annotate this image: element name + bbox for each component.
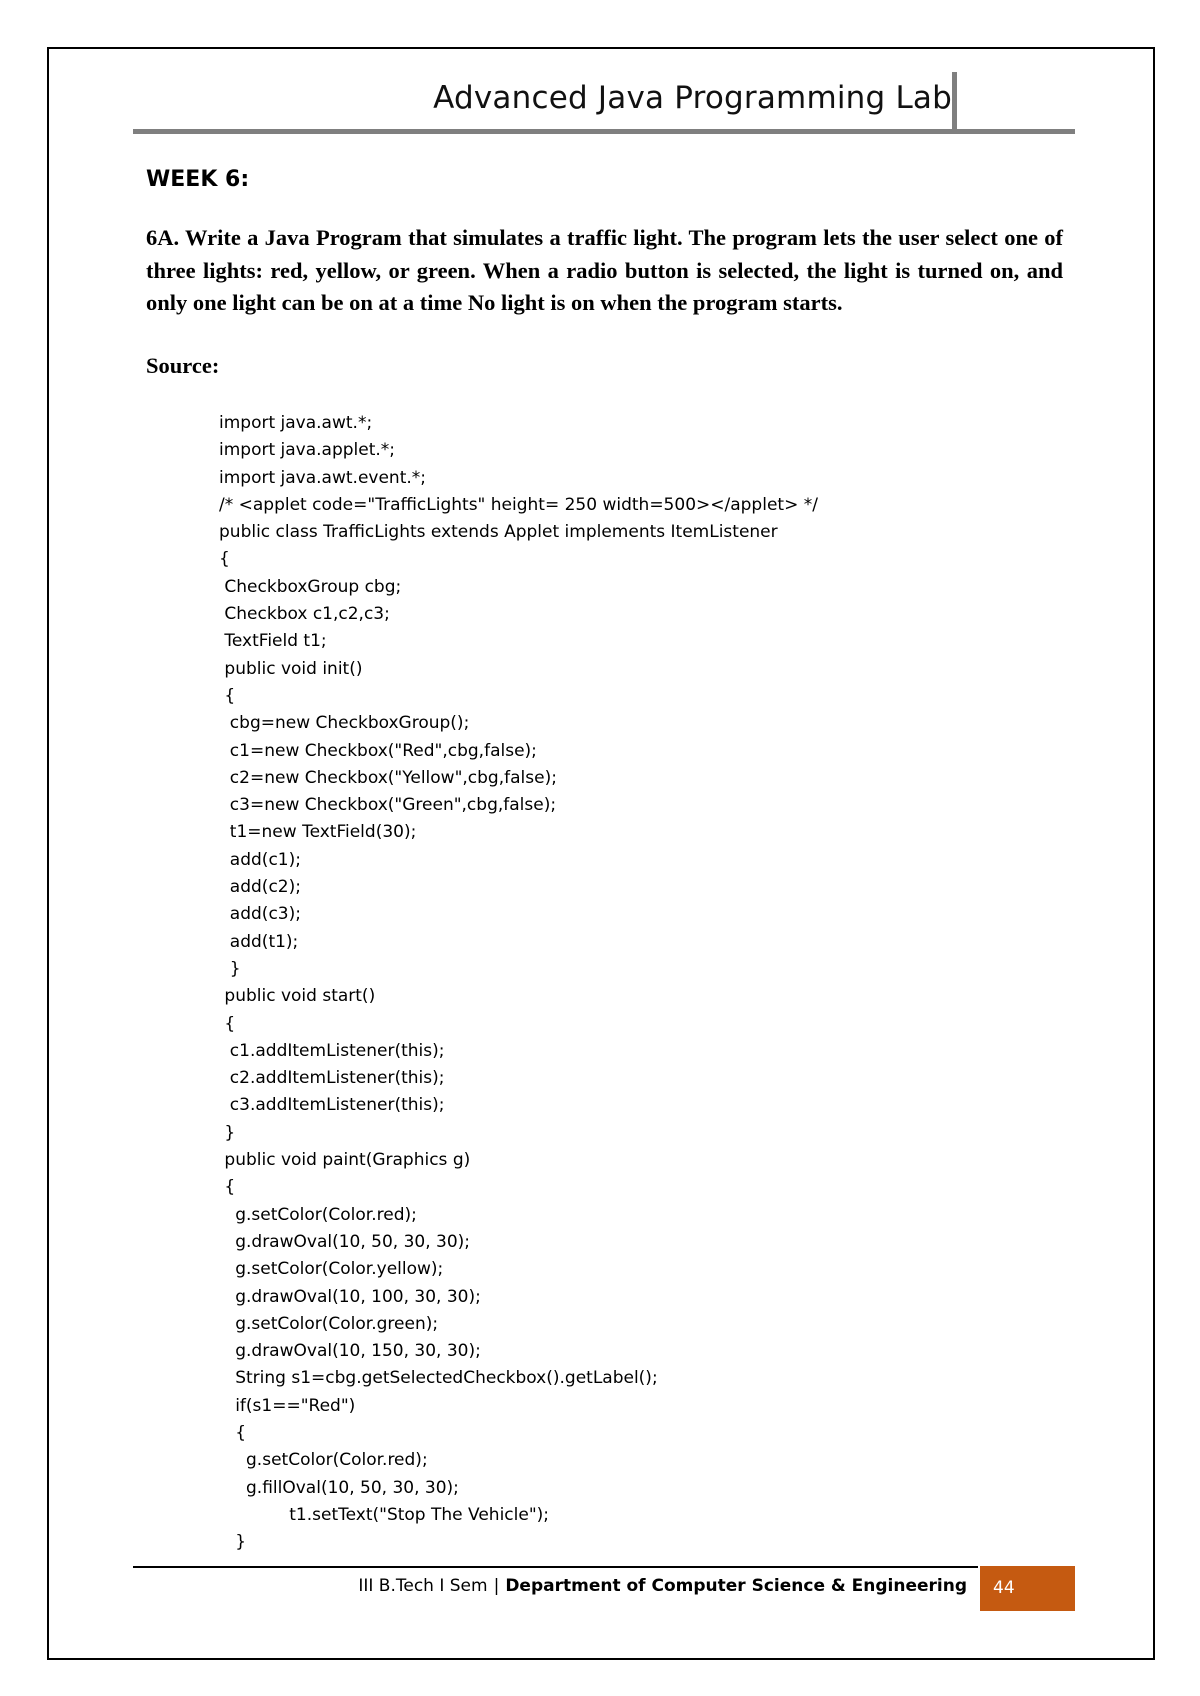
code-line: g.setColor(Color.red); (219, 1204, 417, 1225)
code-line: c1.addItemListener(this); (219, 1040, 445, 1061)
header-title: Advanced Java Programming Lab (433, 80, 952, 116)
footer-text (358, 1576, 967, 1596)
footer-separator: | (493, 1576, 500, 1596)
code-line: { (219, 1013, 236, 1034)
week-heading: WEEK 6: (146, 167, 250, 192)
code-line: { (219, 1177, 236, 1198)
code-line: cbg=new CheckboxGroup(); (219, 713, 470, 734)
header-rule (133, 129, 1075, 134)
footer-course: III B.Tech I Sem (358, 1576, 488, 1596)
code-line: g.setColor(Color.yellow); (219, 1259, 444, 1280)
code-line: CheckboxGroup cbg; (219, 576, 402, 597)
code-line: g.drawOval(10, 50, 30, 30); (219, 1231, 471, 1252)
code-line: add(c2); (219, 877, 301, 898)
code-line: import java.awt.*; (219, 413, 373, 433)
code-line: String s1=cbg.getSelectedCheckbox().getLabel(); (219, 1368, 658, 1389)
code-line: g.setColor(Color.green); (219, 1313, 439, 1334)
code-line: t1.setText("Stop The Vehicle"); (219, 1504, 549, 1525)
code-line: import java.applet.*; (219, 440, 396, 461)
question-text: 6A. Write a Java Program that simulates a traffic light. The program lets the user select one of three lights: red, yellow, or green. When a radio button is selected, the light is turned on, and only one light can be on at a time No light is on when the program starts. (146, 225, 1063, 315)
code-line: import java.awt.event.*; (219, 467, 426, 488)
code-line: g.drawOval(10, 150, 30, 30); (219, 1341, 481, 1362)
code-line: TextField t1; (219, 631, 327, 652)
code-line: c2.addItemListener(this); (219, 1068, 445, 1089)
code-line: t1=new TextField(30); (219, 822, 417, 843)
code-block (219, 410, 818, 1556)
code-line: Checkbox c1,c2,c3; (219, 604, 390, 625)
code-line: add(c1); (219, 849, 301, 870)
footer-department: Department of Computer Science & Engineering (505, 1576, 967, 1596)
code-line: if(s1=="Red") (219, 1395, 356, 1416)
code-line: g.setColor(Color.red); (219, 1450, 428, 1471)
code-line: /* <applet code="TrafficLights" height= 250 width=500></applet> */ (219, 494, 818, 515)
code-line: public void start() (219, 986, 376, 1007)
code-line: public void paint(Graphics g) (219, 1150, 471, 1171)
code-line: { (219, 549, 230, 570)
header-divider (952, 72, 957, 132)
page-number: 44 (980, 1566, 1075, 1611)
code-line: c1=new Checkbox("Red",cbg,false); (219, 740, 537, 761)
code-line: { (219, 685, 236, 706)
code-line: public void init() (219, 658, 363, 679)
source-heading: Source: (146, 353, 220, 378)
code-line: c3=new Checkbox("Green",cbg,false); (219, 795, 557, 816)
code-line: g.fillOval(10, 50, 30, 30); (219, 1477, 459, 1498)
code-line: } (219, 1122, 236, 1143)
code-line: add(t1); (219, 931, 299, 952)
code-line: public class TrafficLights extends Applet implements ItemListener (219, 522, 778, 543)
code-line: add(c3); (219, 904, 301, 925)
code-line: } (219, 1532, 247, 1553)
code-line: c3.addItemListener(this); (219, 1095, 445, 1116)
code-line: } (219, 958, 241, 979)
code-line: c2=new Checkbox("Yellow",cbg,false); (219, 767, 557, 788)
code-line: g.drawOval(10, 100, 30, 30); (219, 1286, 481, 1307)
footer-rule (133, 1566, 978, 1568)
code-line: { (219, 1422, 247, 1443)
